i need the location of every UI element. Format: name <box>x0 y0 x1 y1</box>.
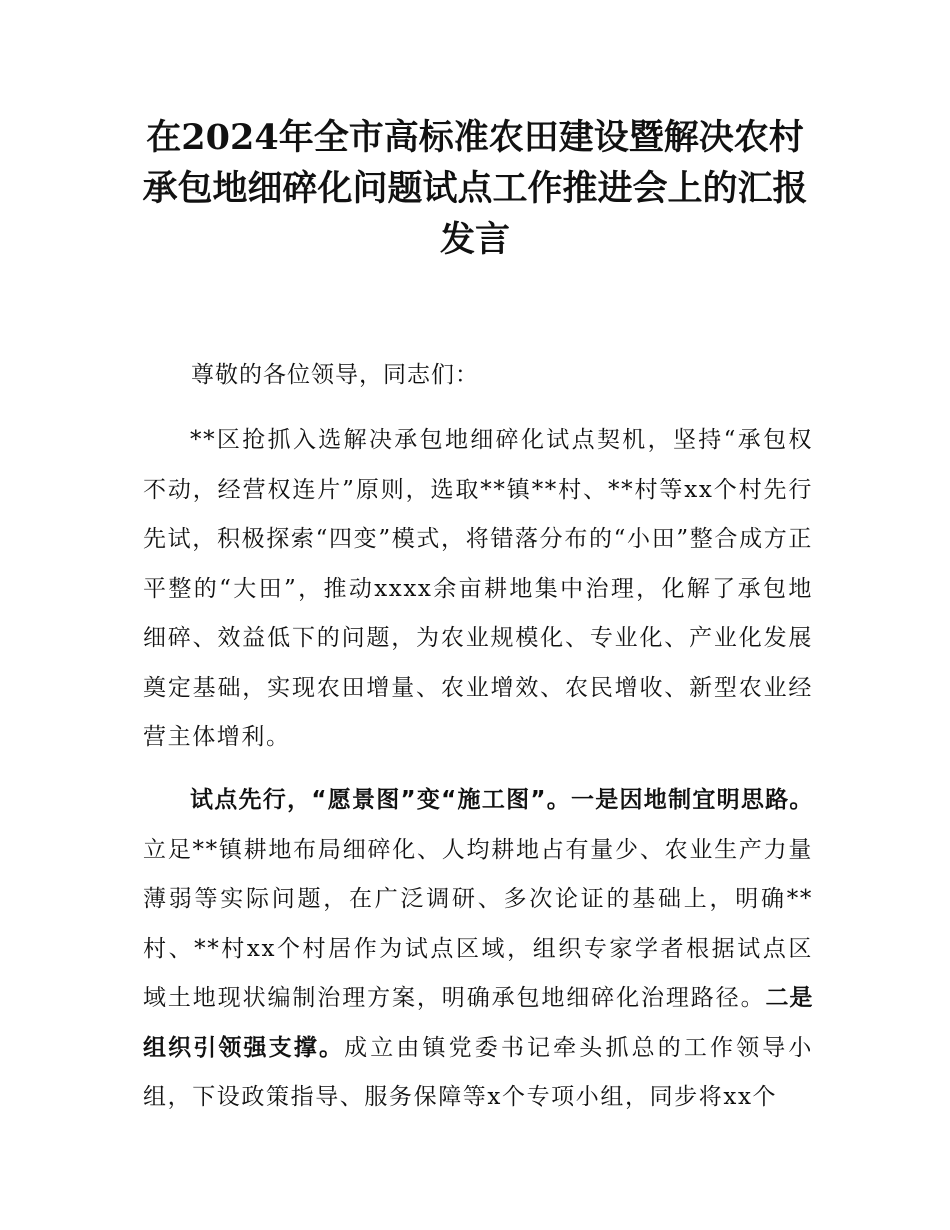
paragraph-pilot <box>143 776 813 1123</box>
point-two-title: 二是组织引领强支撑。 <box>143 985 814 1061</box>
paragraph-intro: **区抢抓入选解决承包地细碎化试点契机，坚持“承包权不动，经营权连片”原则，选取**镇**村、**村等xx个村先行先试，积极探索“四变”模式，将错落分布的“小田”整合成方正平整的“大田”，推动xxxx余亩耕地集中治理，化解了承包地细碎、效益低下的问题，为农业规模化、专业化、产业化发展奠定基础，实现农田增量、农业增效、农民增收、新型农业经营主体增利。 <box>143 427 813 750</box>
point-one-title: 一是因地制宜明思路。 <box>571 787 813 813</box>
section-heading: 试点先行，“愿景图”变“施工图”。 <box>190 787 571 813</box>
salutation: 尊敬的各位领导，同志们： <box>191 362 479 388</box>
document-title: 在2024年全市高标准农田建设暨解决农村承包地细碎化问题试点工作推进会上的汇报发言 <box>142 117 808 260</box>
point-one-text: 立足**镇耕地布局细碎化、人均耕地占有量少、农业生产力量薄弱等实际问题，在广泛调研、多次论证的基础上，明确**村、**村xx个村居作为试点区域，组织专家学者根据试点区域土地现状编制治理方案，明确承包地细碎化治理路径。 <box>143 836 813 1011</box>
point-two-text: 成立由镇党委书记牵头抓总的工作领导小组，下设政策指导、服务保障等x个专项小组，同步将xx个 <box>143 1034 813 1110</box>
